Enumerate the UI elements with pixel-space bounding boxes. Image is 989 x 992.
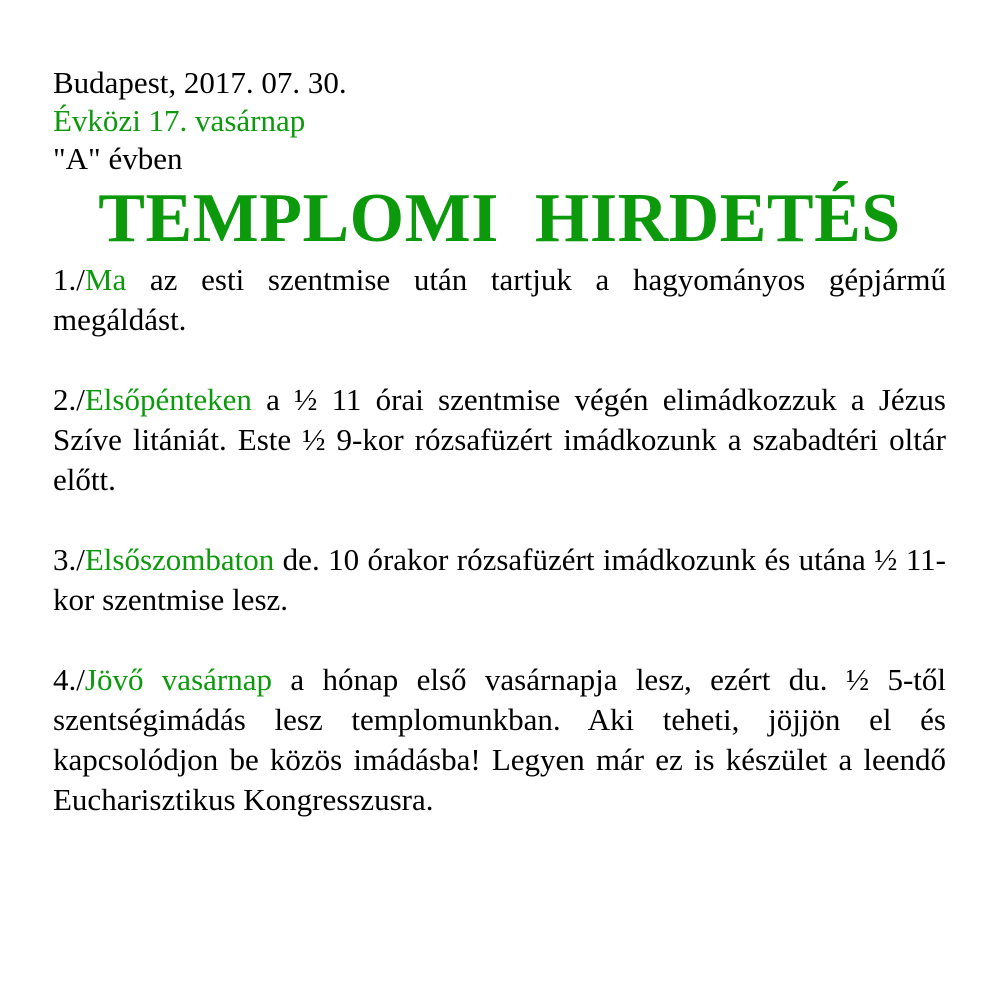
announcement-item (53, 660, 946, 820)
announcement-highlight: Elsőpénteken (84, 382, 252, 417)
announcement-item (53, 260, 946, 340)
announcement-highlight: Ma (84, 262, 127, 297)
liturgical-day: Évközi 17. vasárnap (53, 103, 306, 138)
announcement-text: de. 10 órakor rózsafüzért imádkozunk és utána ½ 11-kor szentmise lesz. (53, 542, 946, 617)
announcement-page (53, 64, 946, 820)
year-cycle: "A" évben (53, 141, 183, 176)
announcement-text: a hónap első vasárnapja lesz, ezért du. ½ 5-től szentségimádás lesz templomunkban. Aki teheti, jöjjön el és kapcsolódjon be közös imádásba! Legyen már ez is készület a leendő Eucharisztikus Kongresszusra. (53, 662, 947, 817)
page-title: TEMPLOMI HIRDETÉS (98, 180, 901, 257)
announcement-number: 2./ (53, 382, 85, 417)
announcement-highlight: Jövő vasárnap (84, 662, 272, 697)
announcement-number: 1./ (53, 262, 85, 297)
announcement-number: 4./ (53, 662, 85, 697)
announcement-number: 3./ (53, 542, 85, 577)
announcement-text: a ½ 11 órai szentmise végén elimádkozzuk a Jézus Szíve litániát. Este ½ 9-kor rózsafüzért imádkozunk a szabadtéri oltár előtt. (53, 382, 946, 497)
announcement-highlight: Elsőszombaton (84, 542, 275, 577)
announcement-text: az esti szentmise után tartjuk a hagyományos gépjármű megáldást. (53, 262, 946, 337)
announcement-item (53, 380, 946, 500)
place-date: Budapest, 2017. 07. 30. (53, 65, 347, 100)
announcement-item (53, 540, 946, 620)
